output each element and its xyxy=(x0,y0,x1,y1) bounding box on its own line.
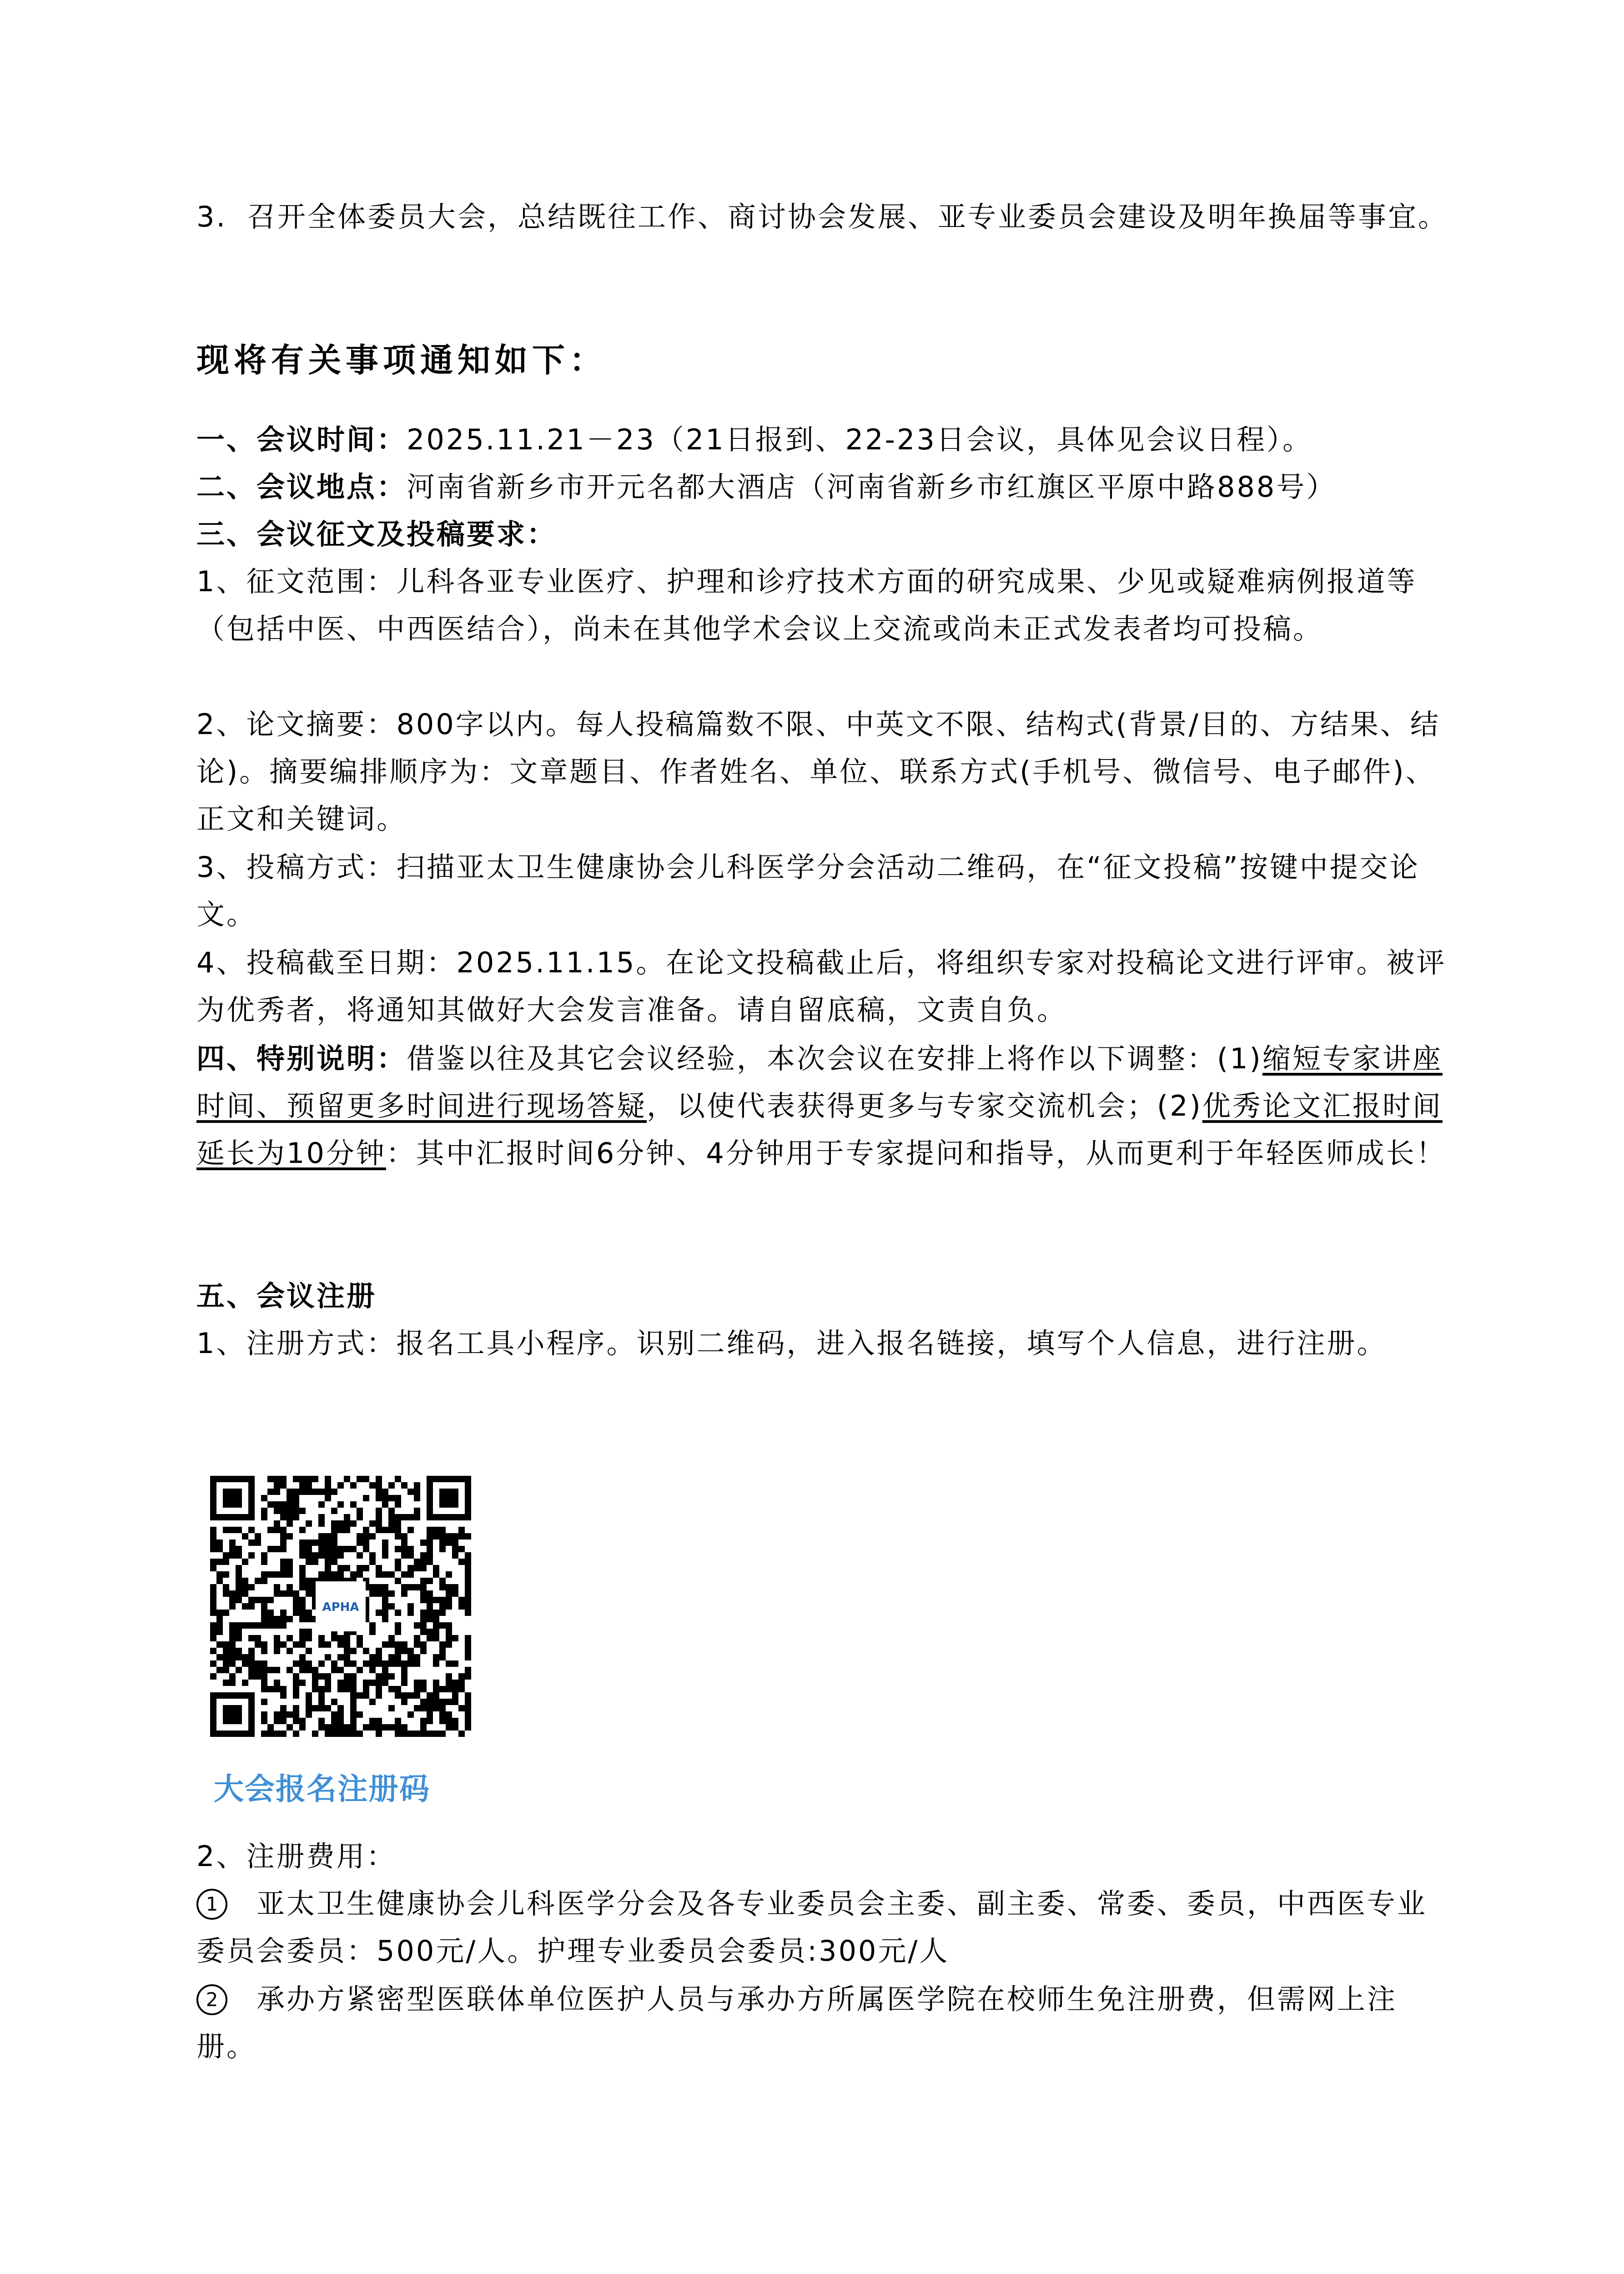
qr-finder-top-right xyxy=(427,1476,471,1520)
special-notes-underline-2: 优秀论文汇报时间延长为10分钟 xyxy=(196,1089,1443,1170)
papers-submission: 3、投稿方式：扫描亚太卫生健康协会儿科医学分会活动二维码，在“征文投稿”按键中提交论文。 xyxy=(196,850,1420,931)
fee-item-2 xyxy=(196,1976,1452,2070)
section-time xyxy=(196,416,1452,463)
item-3 xyxy=(196,193,1503,241)
papers-scope: 1、征文范围：儿科各亚专业医疗、护理和诊疗技术方面的研究成果、少见或疑难病例报道等（包括中医、中西医结合），尚未在其他学术会议上交流或尚未正式发表者均可投稿。 xyxy=(196,565,1417,645)
fee-item-2-marker: 2 xyxy=(196,1984,227,2015)
special-notes-text-1: 借鉴以往及其它会议经验，本次会议在安排上将作以下调整：(1) xyxy=(407,1042,1262,1075)
qr-finder-bottom-left xyxy=(210,1692,255,1737)
special-notes-label: 四、特别说明： xyxy=(196,1042,407,1075)
notice-heading: 现将有关事项通知如下： xyxy=(196,341,607,379)
section-papers-heading: 三、会议征文及投稿要求： xyxy=(196,518,557,551)
section-venue xyxy=(196,463,1452,511)
fee-item-1 xyxy=(196,1880,1452,1975)
section-registration-heading: 五、会议注册 xyxy=(196,1279,377,1313)
item-3-number: 3. xyxy=(196,200,227,233)
section-venue-text: 河南省新乡市开元名都大酒店（河南省新乡市红旗区平原中路888号） xyxy=(407,470,1337,503)
fee-item-1-text: 亚太卫生健康协会儿科医学分会及各专业委员会主委、副主委、常委、委员，中西医专业委员会委员：500元/人。护理专业委员会委员:300元/人 xyxy=(196,1887,1428,1967)
registration-qr-code[interactable] xyxy=(210,1476,471,1737)
fee-item-2-text: 承办方紧密型医联体单位医护人员与承办方所属医学院在校师生免注册费，但需网上注册。 xyxy=(196,1982,1398,2063)
section-time-label: 一、会议时间： xyxy=(196,423,407,456)
special-notes-text-3: ：其中汇报时间6分钟、4分钟用于专家提问和指导，从而更利于年轻医师成长！ xyxy=(386,1137,1446,1170)
qr-logo-text: APHA xyxy=(322,1600,359,1614)
papers-deadline: 4、投稿截至日期：2025.11.15。在论文投稿截止后，将组织专家对投稿论文进行评审。被评为优秀者，将通知其做好大会发言准备。请自留底稿，文责自负。 xyxy=(196,946,1447,1026)
registration-fee-heading: 2、注册费用： xyxy=(196,1840,397,1873)
qr-caption: 大会报名注册码 xyxy=(214,1771,430,1806)
section-time-text: 2025.11.21－23（21日报到、22-23日会议，具体见会议日程）。 xyxy=(407,423,1312,456)
section-venue-label: 二、会议地点： xyxy=(196,470,407,503)
qr-finder-top-left xyxy=(210,1476,255,1520)
fee-item-1-marker: 1 xyxy=(196,1889,227,1920)
papers-abstract: 2、论文摘要：800字以内。每人投稿篇数不限、中英文不限、结构式(背景/目的、方结果、结论)。摘要编排顺序为：文章题目、作者姓名、单位、联系方式(手机号、微信号、电子邮件)、正文和关键词。 xyxy=(196,708,1440,835)
item-3-text: 召开全体委员大会，总结既往工作、商讨协会发展、亚专业委员会建设及明年换届等事宜。 xyxy=(247,200,1448,233)
registration-method: 1、注册方式：报名工具小程序。识别二维码，进入报名链接，填写个人信息，进行注册。 xyxy=(196,1327,1387,1360)
section-special-notes xyxy=(196,1035,1452,1177)
special-notes-text-2: ，以使代表获得更多与专家交流机会；(2) xyxy=(647,1089,1202,1122)
qr-code-graphic xyxy=(210,1476,471,1737)
special-notes-underline-1: 缩短专家讲座时间、预留更多时间进行现场答疑 xyxy=(196,1042,1443,1122)
